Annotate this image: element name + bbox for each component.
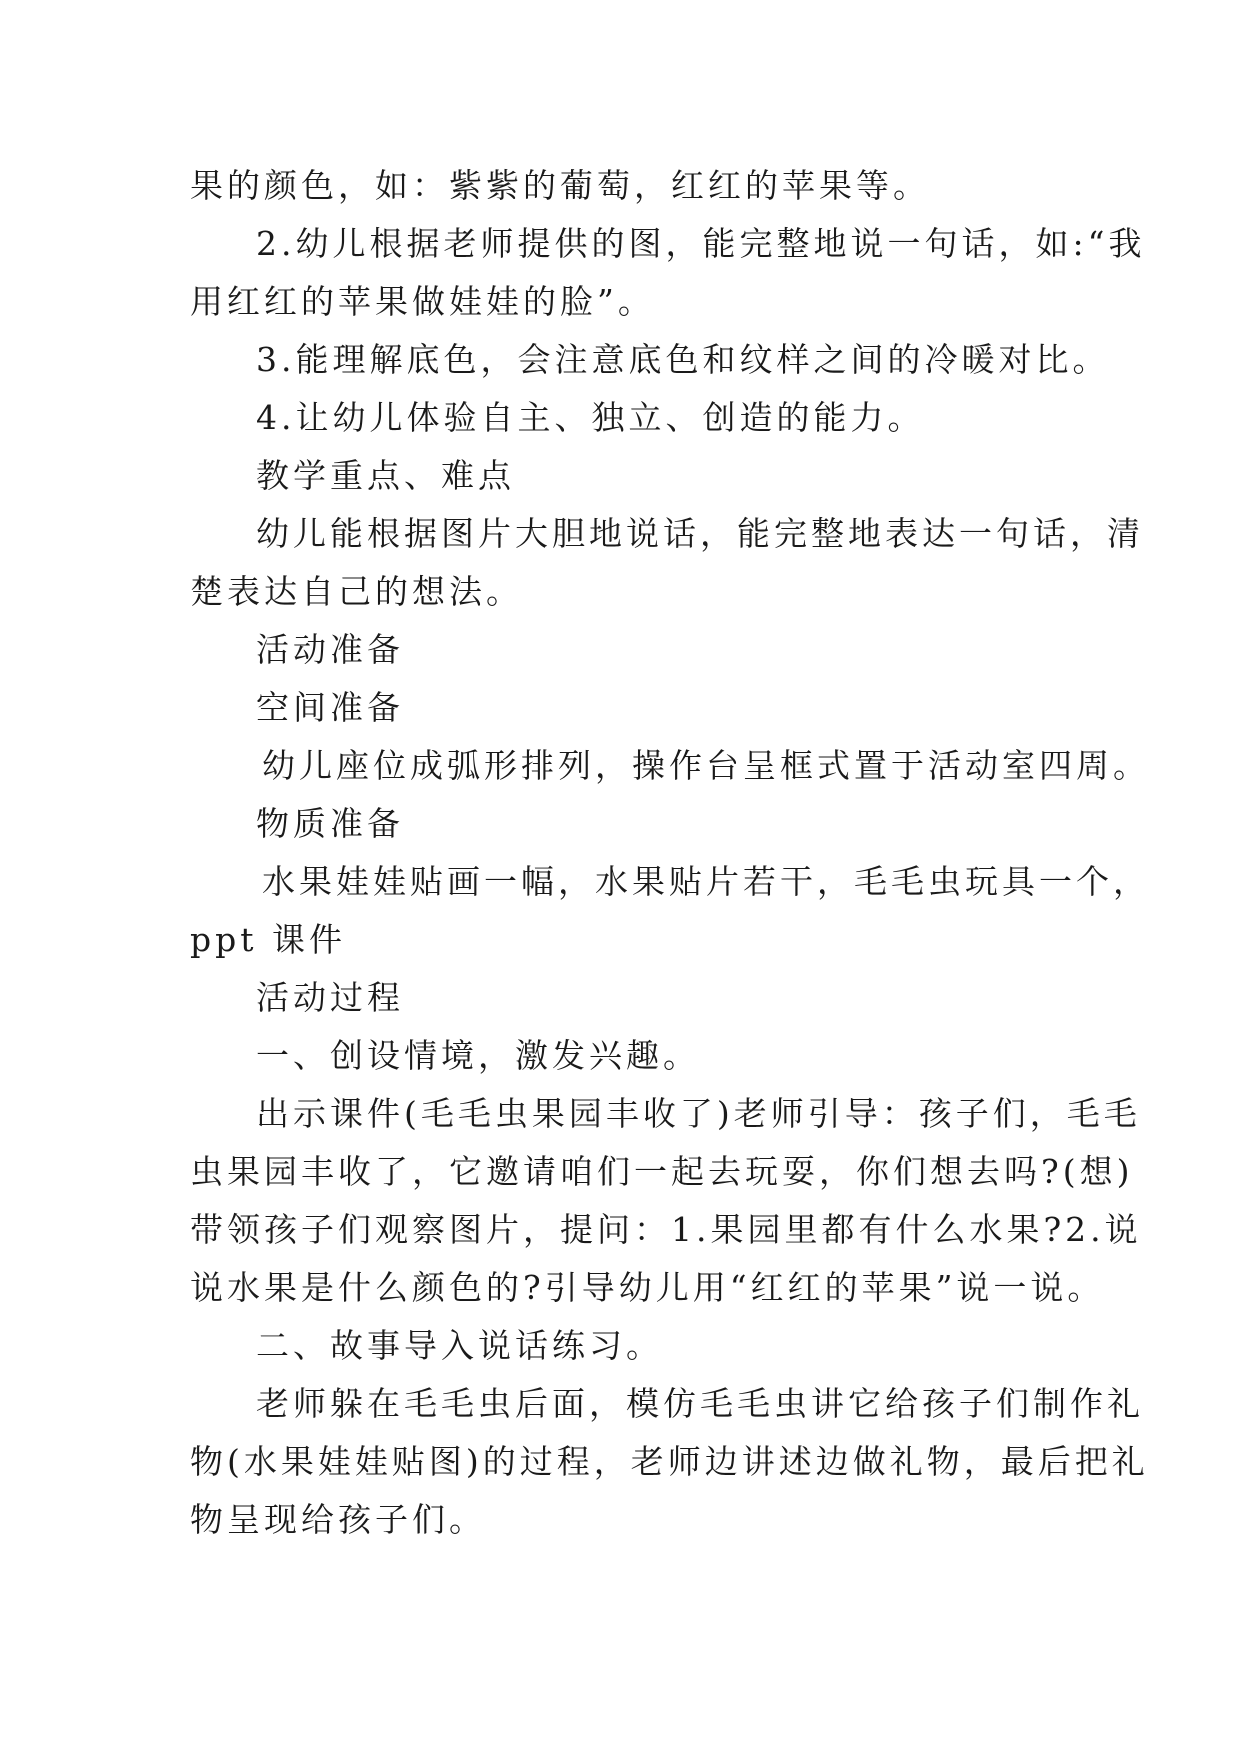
subsection-heading: 物质准备	[256, 804, 404, 843]
text-line: 说水果是什么颜色的?引导幼儿用“红红的苹果”说一说。	[190, 1268, 1105, 1307]
objective-3: 3.能理解底色，会注意底色和纹样之间的冷暖对比。	[256, 340, 1110, 379]
text-line: 物(水果娃娃贴图)的过程，老师边讲述边做礼物，最后把礼	[190, 1442, 1149, 1481]
text-line: 楚表达自己的想法。	[190, 572, 523, 611]
text-line: 幼儿座位成弧形排列，操作台呈框式置于活动室四周。	[262, 746, 1150, 785]
objective-2: 2.幼儿根据老师提供的图，能完整地说一句话，如:“我	[256, 224, 1146, 263]
section-heading: 活动准备	[256, 630, 404, 669]
text-line: 果的颜色，如：紫紫的葡萄，红红的苹果等。	[190, 166, 930, 205]
text-line: ppt 课件	[190, 920, 346, 959]
objective-4: 4.让幼儿体验自主、独立、创造的能力。	[256, 398, 925, 437]
text-line: 老师躲在毛毛虫后面，模仿毛毛虫讲它给孩子们制作礼	[256, 1384, 1144, 1423]
subsection-heading: 空间准备	[256, 688, 404, 727]
step-heading: 二、故事导入说话练习。	[256, 1326, 663, 1365]
text-line: 出示课件(毛毛虫果园丰收了)老师引导：孩子们，毛毛	[256, 1094, 1141, 1133]
section-heading: 教学重点、难点	[256, 456, 515, 495]
text-line: 用红红的苹果做娃娃的脸”。	[190, 282, 655, 321]
text-line: 水果娃娃贴画一幅，水果贴片若干，毛毛虫玩具一个，	[262, 862, 1150, 901]
section-heading: 活动过程	[256, 978, 404, 1017]
step-heading: 一、创设情境，激发兴趣。	[256, 1036, 700, 1075]
text-line: 物呈现给孩子们。	[190, 1500, 486, 1539]
text-line: 虫果园丰收了，它邀请咱们一起去玩耍，你们想去吗?(想)	[190, 1152, 1134, 1191]
text-line: 幼儿能根据图片大胆地说话，能完整地表达一句话，清	[256, 514, 1144, 553]
text-line: 带领孩子们观察图片，提问：1.果园里都有什么水果?2.说	[190, 1210, 1142, 1249]
